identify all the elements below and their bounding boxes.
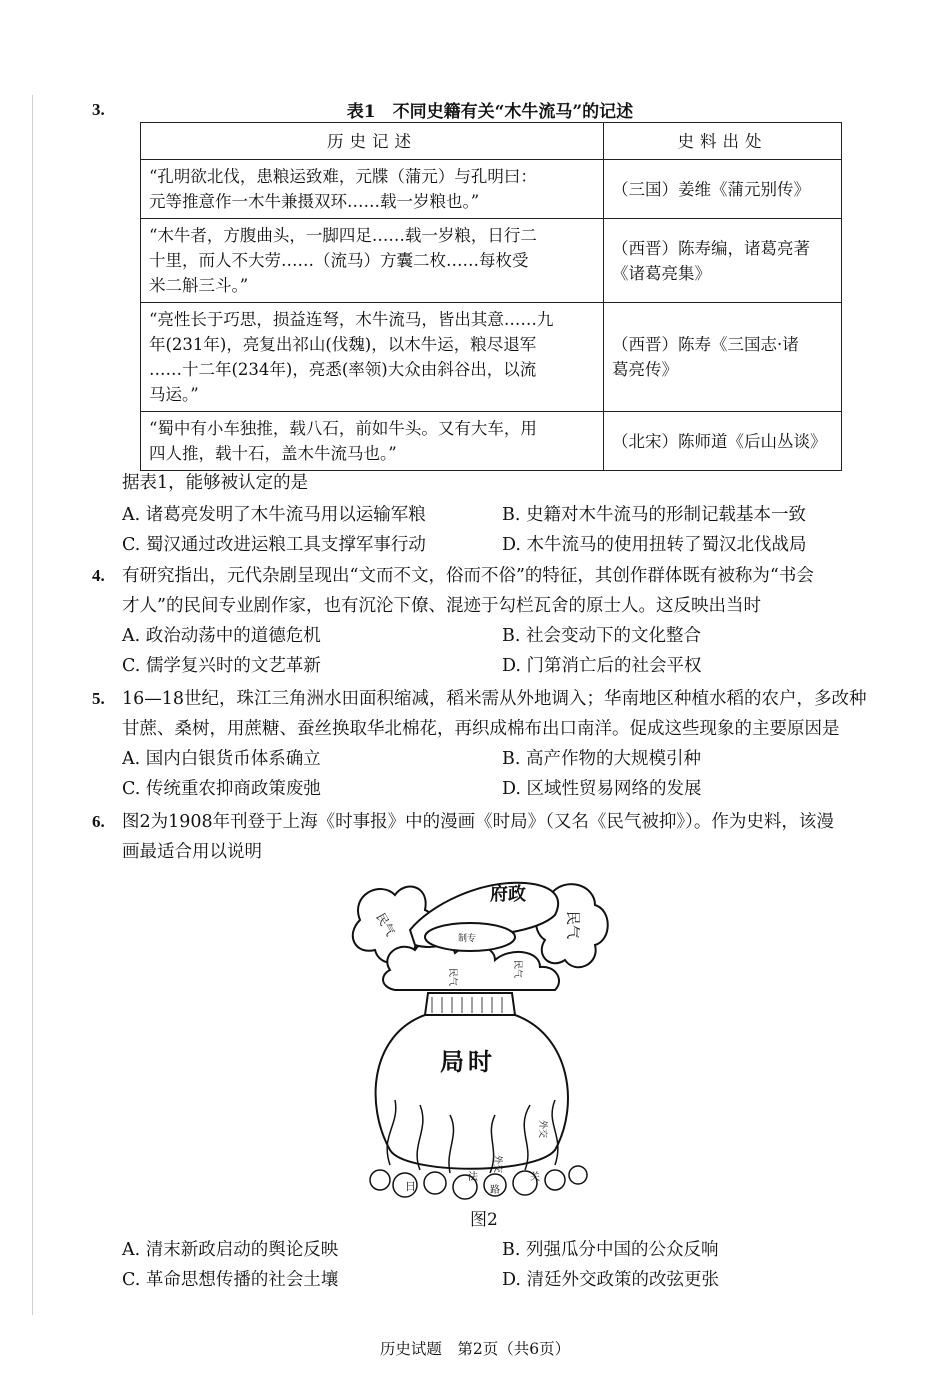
table-row	[141, 219, 842, 303]
label-fire-4: 关	[530, 1172, 540, 1183]
table-row	[141, 303, 842, 412]
record-line: 元等推意作一木牛兼摄双环……载一岁粮也。”	[149, 192, 480, 211]
record-line: 十里，而人不大劳……（流马）方囊二枚……每枚受	[149, 251, 529, 270]
question-4-line-1: 有研究指出，元代杂剧呈现出“文而不文，俗而不俗”的特征，其创作群体既有被称为“书会	[122, 566, 814, 586]
table-header-row	[141, 123, 842, 160]
jar-neck	[425, 993, 515, 1015]
q5-option-d[interactable]: D. 区域性贸易网络的发展	[502, 779, 702, 799]
record-cell	[141, 219, 604, 303]
label-right-cloud: 民气	[564, 911, 580, 939]
q5-option-b[interactable]: B. 高产作物的大规模引种	[502, 749, 701, 769]
question-5-number: 5.	[92, 689, 105, 708]
q5-option-c[interactable]: C. 传统重农抑商政策废弛	[122, 779, 321, 799]
record-cell	[141, 303, 604, 412]
jar-body	[376, 1015, 568, 1169]
label-fire-1: 外交	[537, 1120, 547, 1139]
q3-option-a[interactable]: A. 诸葛亮发明了木牛流马用以运输军粮	[122, 505, 426, 525]
q4-option-d[interactable]: D. 门第消亡后的社会平权	[502, 656, 702, 676]
question-6-number: 6.	[92, 812, 105, 831]
record-line: 年(231年)，亮复出祁山(伐魏)，以木牛运，粮尽退军	[149, 335, 537, 354]
question-5-line-1: 16—18世纪，珠江三角洲水田面积缩减，稻米需从外地调入；华南地区种植水稻的农户，多改种	[122, 689, 867, 709]
source-cell	[604, 160, 842, 219]
record-line: “孔明欲北伐，患粮运致难，元牒（蒲元）与孔明曰：	[149, 167, 537, 186]
question-6-line-1: 图2为1908年刊登于上海《时事报》中的漫画《时局》（又名《民气被抑》）。作为史料，该漫	[122, 812, 834, 832]
q3-option-c[interactable]: C. 蜀汉通过改进运粮工具支撑军事行动	[122, 535, 426, 555]
q4-option-c[interactable]: C. 儒学复兴时的文艺革新	[122, 656, 321, 676]
question-6-line-2: 画最适合用以说明	[122, 842, 262, 862]
source-cell	[604, 412, 842, 471]
source-cell	[604, 303, 842, 412]
source-line: 《诸葛亮集》	[612, 263, 711, 283]
q6-option-c[interactable]: C. 革命思想传播的社会土壤	[122, 1270, 339, 1290]
q5-option-a[interactable]: A. 国内白银货币体系确立	[122, 749, 321, 769]
record-cell	[141, 412, 604, 471]
table-1	[140, 122, 842, 471]
q3-option-b[interactable]: B. 史籍对木牛流马的形制记载基本一致	[502, 505, 806, 525]
source-line: 葛亮传》	[612, 360, 678, 379]
label-left-cloud: 民气	[373, 910, 398, 939]
label-government: 府政	[490, 884, 526, 905]
record-line: “蜀中有小车独推，载八石，前如牛头。又有大车，用	[149, 419, 537, 438]
table-row	[141, 160, 842, 219]
question-3-stem: 据表1，能够被认定的是	[122, 473, 309, 493]
source-line: （西晋）陈寿编，诸葛亮著	[612, 238, 810, 258]
source-line: （北宋）陈师道《后山丛谈》	[612, 431, 827, 451]
header-source: 史料出处	[604, 123, 842, 160]
record-cell	[141, 160, 604, 219]
record-line: “木牛者，方腹曲头，一脚四足……载一岁粮，日行二	[149, 226, 537, 245]
label-fire-5: 路	[490, 1185, 500, 1196]
label-jar: 局时	[440, 1047, 496, 1076]
q4-option-b[interactable]: B. 社会变动下的文化整合	[502, 626, 701, 646]
figure-2-caption: 图2	[470, 1210, 498, 1230]
label-inner-2: 民气	[512, 960, 522, 979]
q6-option-a[interactable]: A. 清末新政启动的舆论反映	[122, 1240, 339, 1260]
label-fire-3: 法	[468, 1172, 478, 1183]
record-line: “亮性长于巧思，损益连弩，木牛流马，皆出其意……九	[149, 310, 554, 329]
table-row	[141, 412, 842, 471]
record-line: 四人推，载十石，盖木牛流马也。”	[149, 444, 397, 463]
page-margin-line	[32, 95, 33, 1315]
q4-option-a[interactable]: A. 政治动荡中的道德危机	[122, 626, 321, 646]
cartoon-figure-2	[350, 875, 610, 1200]
question-5-line-2: 甘蔗、桑树，用蔗糖、蚕丝换取华北棉花，再织成棉布出口南洋。促成这些现象的主要原因是	[122, 719, 840, 739]
record-line: 米二斛三斗。”	[149, 276, 249, 295]
table-1-caption: 表1 不同史籍有关“木牛流马”的记述	[346, 102, 634, 122]
source-cell	[604, 219, 842, 303]
page-footer: 历史试题 第2页（共6页）	[379, 1340, 571, 1358]
header-history-records: 历史记述	[141, 123, 604, 160]
source-line: （三国）姜维《蒲元别传》	[612, 179, 810, 199]
question-3-number: 3.	[92, 100, 105, 119]
label-fire-6: 日	[405, 1180, 416, 1193]
record-line: 马运。”	[149, 385, 199, 404]
q6-option-d[interactable]: D. 清廷外交政策的改弦更张	[502, 1270, 720, 1290]
source-line: （西晋）陈寿《三国志·诸	[612, 335, 799, 354]
q6-option-b[interactable]: B. 列强瓜分中国的公众反响	[502, 1240, 719, 1260]
q3-option-d[interactable]: D. 木牛流马的使用扭转了蜀汉北伐战局	[502, 535, 807, 555]
record-line: ……十二年(234年)，亮悉(率领)大众由斜谷出，以流	[149, 360, 537, 379]
question-4-number: 4.	[92, 566, 105, 585]
question-4-line-2: 才人”的民间专业剧作家，也有沉沦下僚、混迹于勾栏瓦舍的原士人。这反映出当时	[122, 596, 761, 616]
label-inner-1: 民气	[447, 968, 457, 987]
label-fire-2: 外交	[492, 1155, 502, 1174]
label-press: 制专	[458, 934, 477, 944]
